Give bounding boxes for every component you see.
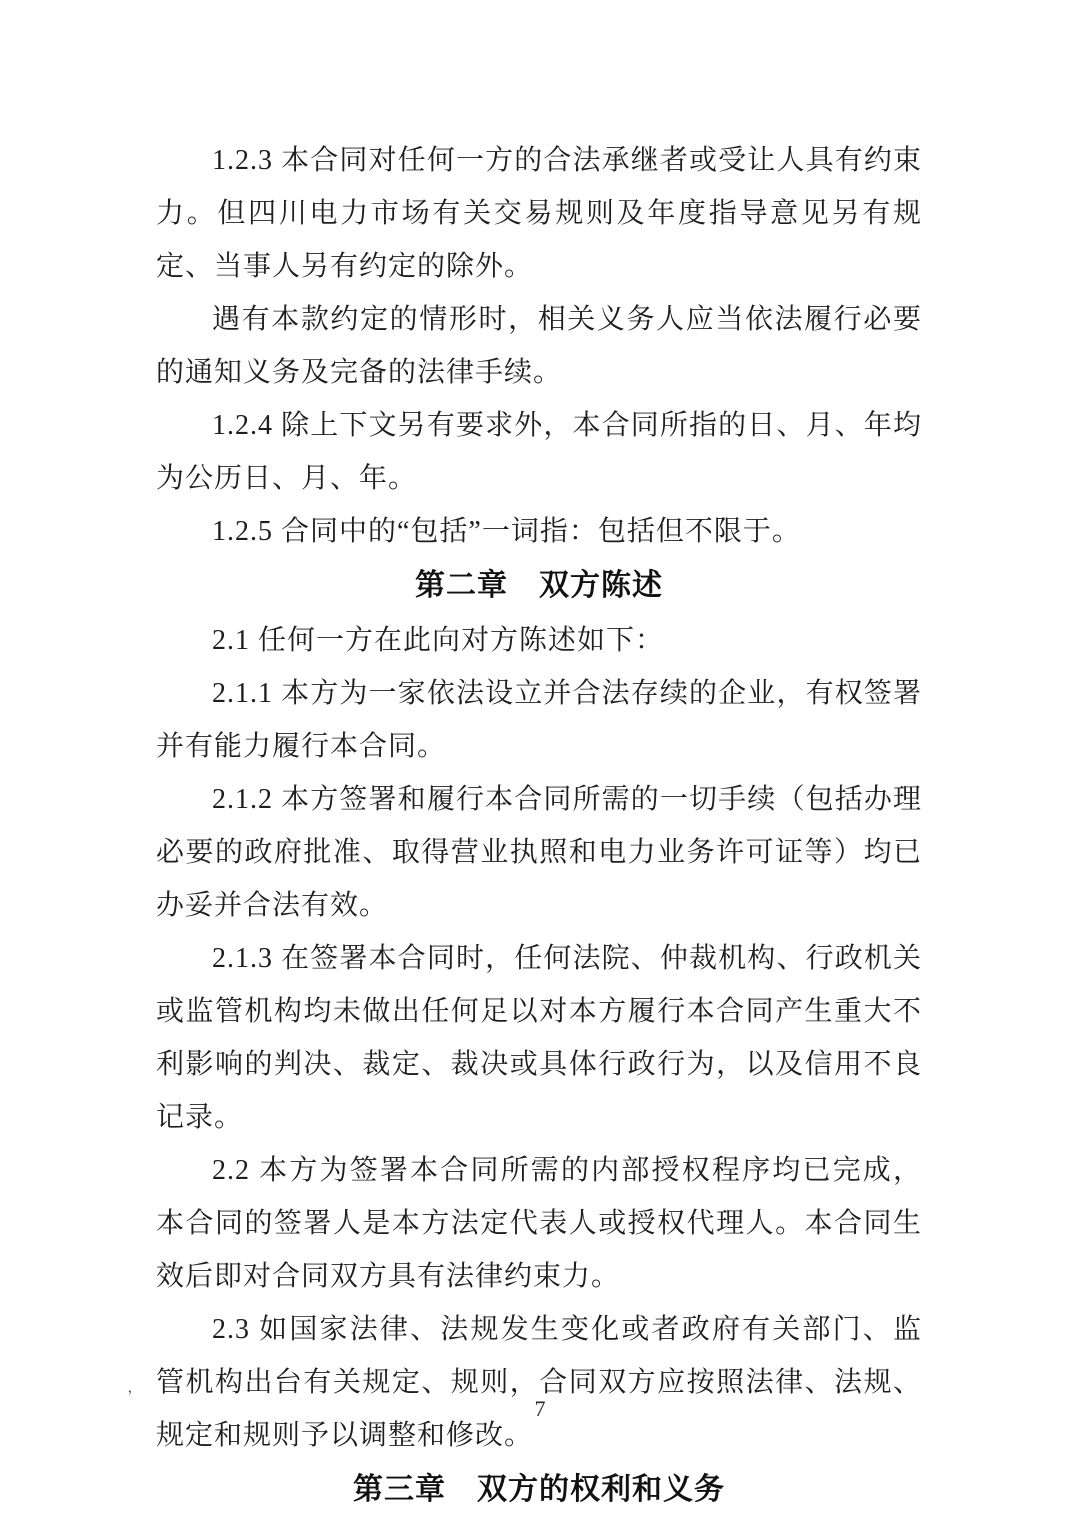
clause-2-1: 2.1 任何一方在此向对方陈述如下：: [212, 625, 665, 656]
chapter-2-heading: 第二章 双方陈述: [415, 569, 663, 602]
chapter-3-heading: 第三章 双方的权利和义务: [353, 1473, 725, 1506]
clause-1-2-5: 1.2.5 合同中的“包括”一词指：包括但不限于。: [212, 516, 801, 547]
clause-1-2-3: 1.2.3 本合同对任何一方的合法承继者或受让人具有约束力。但四川电力市场有关交易规则及年度指导意见另有规定、当事人另有约定的除外。: [156, 145, 922, 282]
clause-1-2-4: 1.2.4 除上下文另有要求外，本合同所指的日、月、年均为公历日、月、年。: [156, 410, 922, 494]
clause-2-3: 2.3 如国家法律、法规发生变化或者政府有关部门、监管机构出台有关规定、规则，合同双方应按照法律、法规、规定和规则予以调整和修改。: [156, 1314, 922, 1451]
clause-2-1-2: 2.1.2 本方签署和履行本合同所需的一切手续（包括办理必要的政府批准、取得营业执照和电力业务许可证等）均已办妥并合法有效。: [156, 784, 922, 921]
clause-2-1-3: 2.1.3 在签署本合同时，任何法院、仲裁机构、行政机关或监管机构均未做出任何足以对本方履行本合同产生重大不利影响的判决、裁定、裁决或具体行政行为，以及信用不良记录。: [156, 943, 922, 1133]
clause-2-1-1: 2.1.1 本方为一家依法设立并合法存续的企业，有权签署并有能力履行本合同。: [156, 678, 922, 762]
stray-scan-mark: ’: [126, 1387, 135, 1406]
document-body: [156, 134, 922, 1518]
clause-1-2-3-note: 遇有本款约定的情形时，相关义务人应当依法履行必要的通知义务及完备的法律手续。: [156, 304, 922, 388]
page-number: 7: [534, 1396, 546, 1421]
clause-2-2: 2.2 本方为签署本合同所需的内部授权程序均已完成，本合同的签署人是本方法定代表人或授权代理人。本合同生效后即对合同双方具有法律约束力。: [156, 1155, 922, 1292]
